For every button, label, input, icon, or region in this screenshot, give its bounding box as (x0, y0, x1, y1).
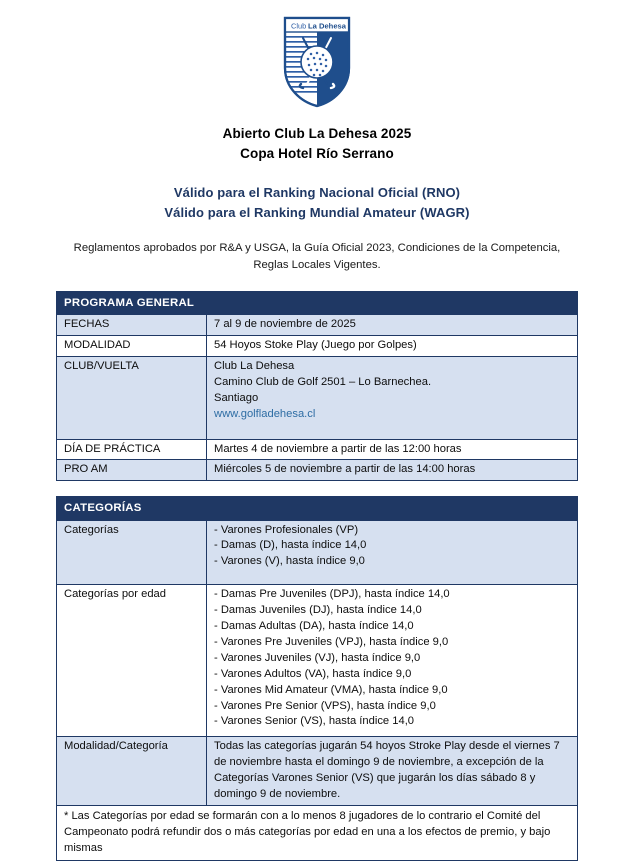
programa-general-table (56, 291, 578, 481)
row-label-categorias: Categorías (57, 520, 207, 585)
table-row-fechas (57, 315, 578, 336)
categoria-edad-item: - Varones Adultos (VA), hasta índice 9,0 (214, 667, 412, 680)
row-value-modalidad: 54 Hoyos Stoke Play (Juego por Golpes) (207, 335, 578, 356)
categorias-table (56, 496, 578, 860)
categorias-header: CATEGORÍAS (57, 497, 578, 520)
row-value-categorias (207, 520, 578, 585)
categoria-item: - Varones (V), hasta índice 9,0 (214, 555, 365, 568)
row-label-club-vuelta: CLUB/VUELTA (57, 356, 207, 439)
categoria-item: - Damas (D), hasta índice 14,0 (214, 539, 367, 552)
categoria-edad-item: - Damas Pre Juveniles (DPJ), hasta índice 14,0 (214, 588, 450, 601)
table-header-row (57, 291, 578, 314)
table-row-club-vuelta (57, 356, 578, 439)
categoria-item: - Varones Profesionales (VP) (214, 523, 359, 536)
row-value-categorias-por-edad (207, 585, 578, 737)
row-label-dia-practica: DÍA DE PRÁCTICA (57, 439, 207, 460)
table-row-note (57, 806, 578, 861)
row-label-pro-am: PRO AM (57, 460, 207, 481)
document-title (56, 124, 578, 163)
programa-general-header: PROGRAMA GENERAL (57, 291, 578, 314)
logo-text-club: Club (291, 21, 307, 31)
categoria-edad-item: - Varones Pre Juveniles (VPJ), hasta índice 9,0 (214, 635, 449, 648)
row-label-fechas: FECHAS (57, 315, 207, 336)
row-value-club-vuelta (207, 356, 578, 439)
table-row-modalidad-categoria (57, 737, 578, 806)
club-website-link[interactable]: www.golfladehesa.cl (214, 407, 316, 420)
row-value-fechas: 7 al 9 de noviembre de 2025 (207, 315, 578, 336)
categoria-edad-item: - Damas Adultas (DA), hasta índice 14,0 (214, 620, 414, 633)
categoria-edad-item: - Varones Pre Senior (VPS), hasta índice 9,0 (214, 699, 436, 712)
categoria-edad-item: - Varones Senior (VS), hasta índice 14,0 (214, 715, 415, 728)
row-label-modalidad-categoria: Modalidad/Categoría (57, 737, 207, 806)
logo-container (56, 0, 578, 110)
club-la-dehesa-crest-icon (281, 14, 353, 110)
programa-general-section (56, 291, 578, 481)
subtitle-line-2: Válido para el Ranking Mundial Amateur (WAGR) (164, 204, 470, 220)
row-value-modalidad-categoria: Todas las categorías jugarán 54 hoyos Stroke Play desde el viernes 7 de noviembre hasta el domingo 9 de noviembre, a excepción de la Categorías Varones Senior (VS) que jugarán los días sábado 8 y domingo 9 de noviembre. (207, 737, 578, 806)
club-city: Santiago (214, 391, 259, 404)
document-subtitle (56, 183, 578, 222)
club-name: Club La Dehesa (214, 359, 295, 372)
intro-paragraph: Reglamentos aprobados por R&A y USGA, la Guía Oficial 2023, Condiciones de la Competencia, Reglas Locales Vigentes. (73, 242, 561, 271)
categoria-edad-item: - Varones Mid Amateur (VMA), hasta índice 9,0 (214, 683, 448, 696)
table-row-categorias (57, 520, 578, 585)
row-label-categorias-por-edad: Categorías por edad (57, 585, 207, 737)
table-row-categorias-por-edad (57, 585, 578, 737)
row-value-pro-am: Miércoles 5 de noviembre a partir de las 14:00 horas (207, 460, 578, 481)
club-address: Camino Club de Golf 2501 – Lo Barnechea. (214, 375, 432, 388)
title-line-2: Copa Hotel Río Serrano (240, 145, 394, 161)
logo-text-la-dehesa: La Dehesa (308, 21, 346, 31)
table-row-pro-am (57, 460, 578, 481)
subtitle-line-1: Válido para el Ranking Nacional Oficial (RNO) (173, 185, 461, 201)
table-header-row (57, 497, 578, 520)
categorias-section (56, 496, 578, 860)
categoria-edad-item: - Damas Juveniles (DJ), hasta índice 14,0 (214, 604, 422, 617)
title-line-1: Abierto Club La Dehesa 2025 (222, 126, 412, 141)
table-row-modalidad (57, 335, 578, 356)
categoria-edad-item: - Varones Juveniles (VJ), hasta índice 9,0 (214, 651, 421, 664)
row-label-modalidad: MODALIDAD (57, 335, 207, 356)
table-row-dia-practica (57, 439, 578, 460)
categorias-footnote: * Las Categorías por edad se formarán con a lo menos 8 jugadores de lo contrario el Comité del Campeonato podrá refundir dos o más categorías por edad en una a los efectos de premio, y bajo mismas (57, 806, 578, 861)
row-value-dia-practica: Martes 4 de noviembre a partir de las 12:00 horas (207, 439, 578, 460)
